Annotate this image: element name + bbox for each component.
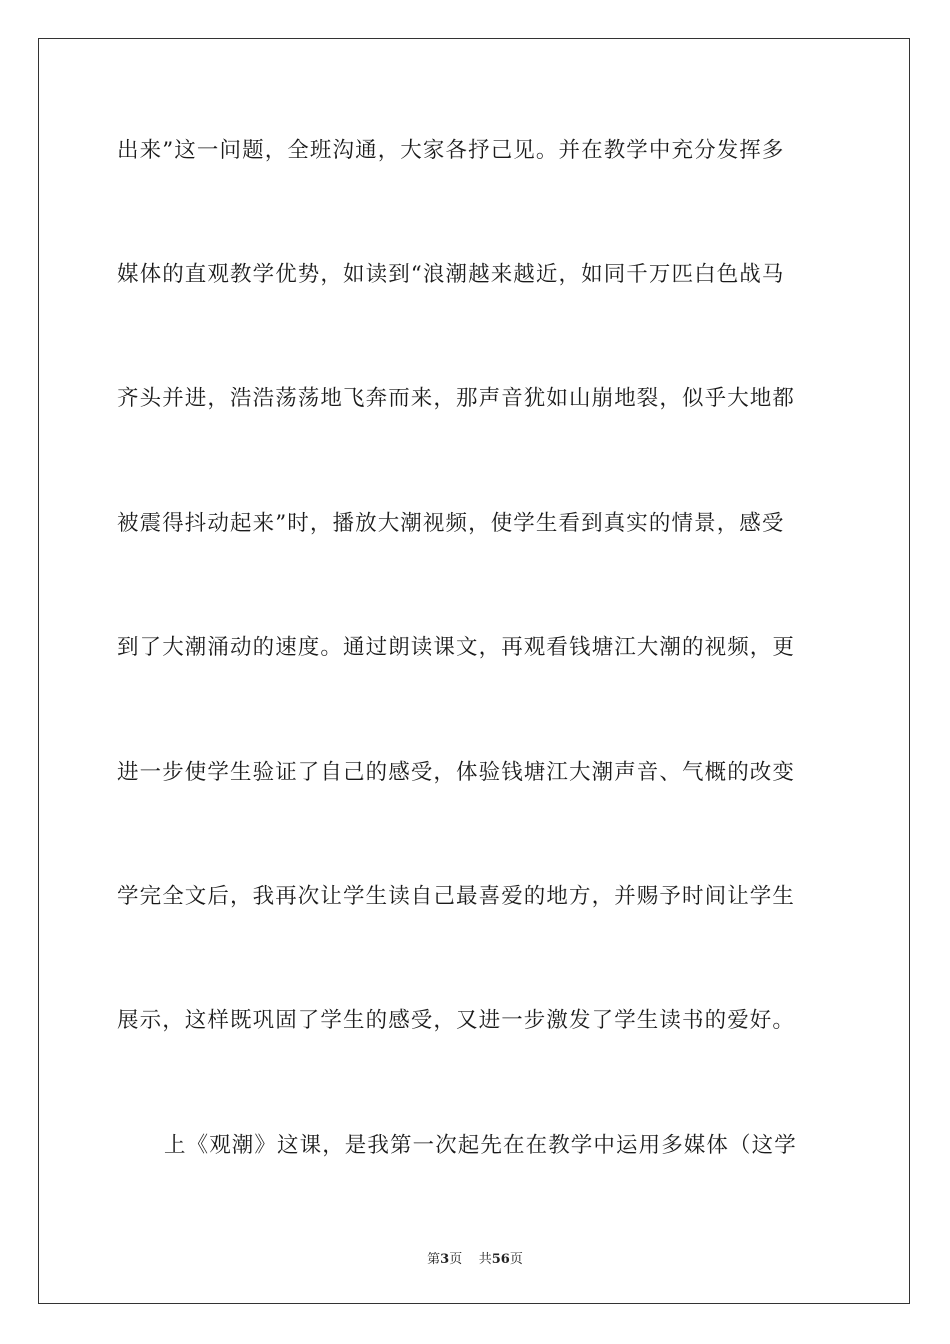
text-line: 被震得抖动起来”时，播放大潮视频，使学生看到真实的情景，感受 — [117, 511, 785, 536]
text-line: 进一步使学生验证了自己的感受，体验钱塘江大潮声音、气概的改变 — [117, 760, 796, 785]
total-pages: 56 — [491, 1252, 510, 1267]
total-suffix: 页 — [509, 1252, 523, 1267]
page-footer — [0, 1248, 950, 1267]
text-line: 学完全文后，我再次让学生读自己最喜爱的地方，并赐予时间让学生 — [117, 884, 796, 909]
text-line: 齐头并进，浩浩荡荡地飞奔而来，那声音犹如山崩地裂，似乎大地都 — [117, 386, 796, 411]
text-line: 出来”这一问题，全班沟通，大家各抒己见。并在教学中充分发挥多 — [117, 138, 785, 163]
page-suffix: 页 — [449, 1252, 463, 1267]
total-prefix: 共 — [478, 1252, 492, 1267]
page-prefix: 第 — [427, 1252, 441, 1267]
text-line: 媒体的直观教学优势，如读到“浪潮越来越近，如同千万匹白色战马 — [117, 262, 785, 287]
text-line: 到了大潮涌动的速度。通过朗读课文，再观看钱塘江大潮的视频，更 — [117, 635, 796, 660]
page-border — [38, 38, 910, 1304]
page-number: 3 — [440, 1252, 450, 1267]
paragraph-start-line: 上《观潮》这课，是我第一次起先在在教学中运用多媒体（这学 — [164, 1133, 797, 1158]
text-line: 展示，这样既巩固了学生的感受，又进一步激发了学生读书的爱好。 — [117, 1008, 796, 1033]
